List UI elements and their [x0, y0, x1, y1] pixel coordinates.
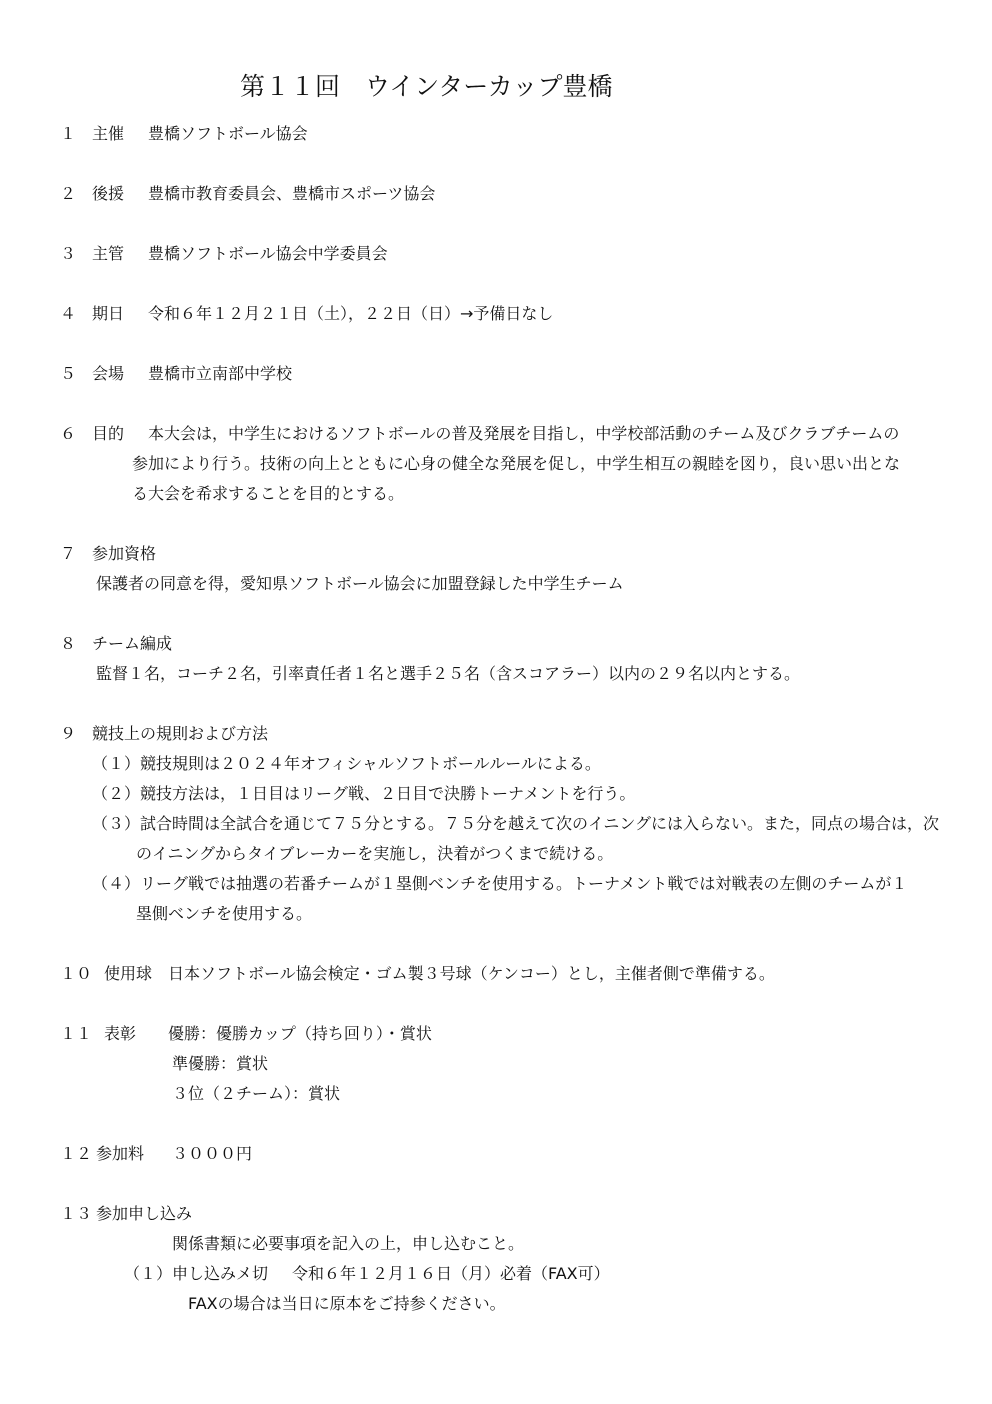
section-number: １２ [60, 1144, 93, 1163]
section-number: ４ [60, 304, 77, 323]
purpose-line: る大会を希求することを目的とする。 [132, 484, 405, 503]
section-text: 豊橋市教育委員会、豊橋市スポーツ協会 [148, 184, 436, 203]
section-label: 競技上の規則および方法 [92, 724, 269, 743]
section-text: 関係書類に必要事項を記入の上，申し込むこと。 [172, 1234, 525, 1253]
section-number: ３ [60, 244, 77, 263]
section-number: １１ [60, 1024, 93, 1043]
section-label: 参加資格 [92, 544, 157, 563]
section-label: 参加申し込み [96, 1204, 193, 1223]
purpose-line: 参加により行う。技術の向上とともに心身の健全な発展を促し，中学生相互の親睦を図り，良い思い出とな [132, 454, 901, 473]
section-text: 豊橋ソフトボール協会 [148, 124, 308, 143]
fax-note: FAXの場合は当日に原本をご持参ください。 [188, 1294, 506, 1313]
rule-text: のイニングからタイブレーカーを実施し，決着がつくまで続ける。 [136, 844, 614, 863]
purpose-line: 本大会は，中学生におけるソフトボールの普及発展を目指し，中学校部活動のチーム及びクラブチームの [148, 424, 900, 443]
rule-number: （３） [92, 814, 141, 833]
rule-text: リーグ戦では抽選の若番チームが１塁側ベンチを使用する。トーナメント戦では対戦表の左側のチームが１ [140, 874, 908, 893]
section-label: 表彰 [104, 1024, 137, 1043]
section-label: 会場 [92, 364, 125, 383]
section-label: 使用球 [104, 964, 153, 983]
section-label: 後援 [92, 184, 125, 203]
section-number: １３ [60, 1204, 93, 1223]
page-title: 第１１回 ウインターカップ豊橋 [240, 72, 613, 101]
section-text: ３０００円 [172, 1144, 253, 1163]
rule-number: （２） [92, 784, 141, 803]
rule-text: 試合時間は全試合を通じて７５分とする。７５分を越えて次のイニングには入らない。また，同点の場合は，次 [140, 814, 940, 833]
section-label: 参加料 [96, 1144, 145, 1163]
section-text: 監督１名，コーチ２名，引率責任者１名と選手２５名（含スコアラー）以内の２９名以内とする。 [96, 664, 801, 683]
section-label: 期日 [92, 304, 125, 323]
award-line: 準優勝：賞状 [172, 1054, 269, 1073]
rule-text: 競技規則は２０２４年オフィシャルソフトボールルールによる。 [140, 754, 601, 773]
rule-text: 塁側ベンチを使用する。 [136, 904, 313, 923]
deadline-number: （１） [124, 1264, 173, 1283]
section-number: ７ [60, 544, 77, 563]
section-number: ６ [60, 424, 77, 443]
deadline-date: 令和６年１２月１６日（月）必着（FAX可） [292, 1264, 610, 1283]
rule-number: （１） [92, 754, 141, 773]
rule-text: 競技方法は，１日目はリーグ戦、２日目で決勝トーナメントを行う。 [140, 784, 636, 803]
section-label: 主管 [92, 244, 125, 263]
section-text: 豊橋市立南部中学校 [148, 364, 293, 383]
section-label: 目的 [92, 424, 125, 443]
section-text: 保護者の同意を得，愛知県ソフトボール協会に加盟登録した中学生チーム [96, 574, 624, 593]
section-text: 令和６年１２月２１日（土），２２日（日）→予備日なし [148, 304, 554, 323]
section-number: １ [60, 124, 77, 143]
section-label: チーム編成 [92, 634, 173, 653]
section-number: ５ [60, 364, 77, 383]
section-text: 日本ソフトボール協会検定・ゴム製３号球（ケンコー）とし，主催者側で準備する。 [168, 964, 775, 983]
section-number: ８ [60, 634, 77, 653]
award-line: ３位（２チーム）：賞状 [172, 1084, 341, 1103]
section-number: ９ [60, 724, 77, 743]
section-number: １０ [60, 964, 93, 983]
deadline-label: 申し込みメ切 [172, 1264, 269, 1283]
award-line: 優勝：優勝カップ（持ち回り）・賞状 [168, 1024, 432, 1043]
section-text: 豊橋ソフトボール協会中学委員会 [148, 244, 388, 263]
rule-number: （４） [92, 874, 141, 893]
section-number: ２ [60, 184, 77, 203]
section-label: 主催 [92, 124, 125, 143]
